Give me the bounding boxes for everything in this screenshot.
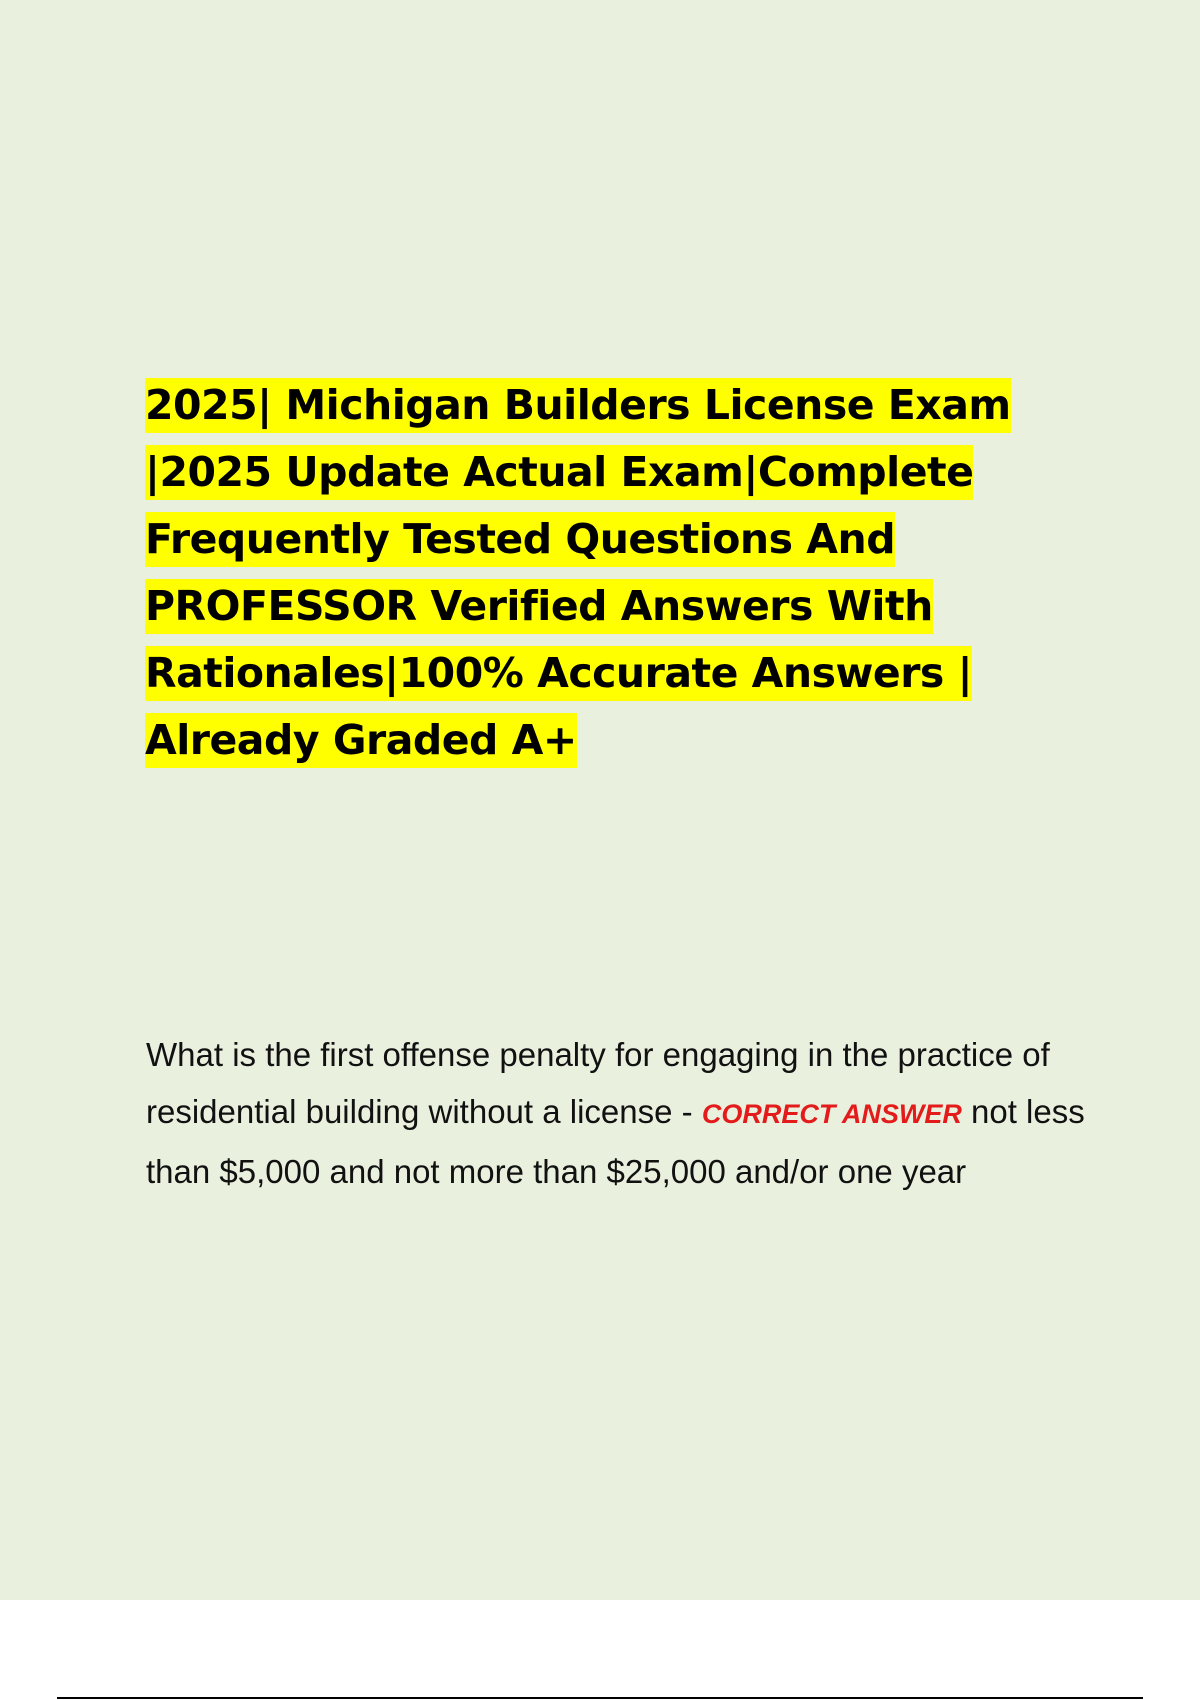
answer-text: not less than $5,000 and not more than $25,000 and/or one year	[146, 1093, 1085, 1190]
question-block	[146, 1026, 1096, 1200]
correct-answer-label: CORRECT ANSWER	[701, 1099, 962, 1129]
footer-divider	[57, 1697, 1143, 1699]
title-highlight: 2025| Michigan Builders License Exam |2025 Update Actual Exam|Complete Frequently Tested Questions And PROFESSOR Verified Answers With Rationales|100% Accurate Answers | Already Graded A+	[145, 378, 1011, 768]
document-title	[145, 372, 1075, 774]
question-text: What is the first offense penalty for engaging in the practice of residential building without a license -	[146, 1036, 1050, 1130]
